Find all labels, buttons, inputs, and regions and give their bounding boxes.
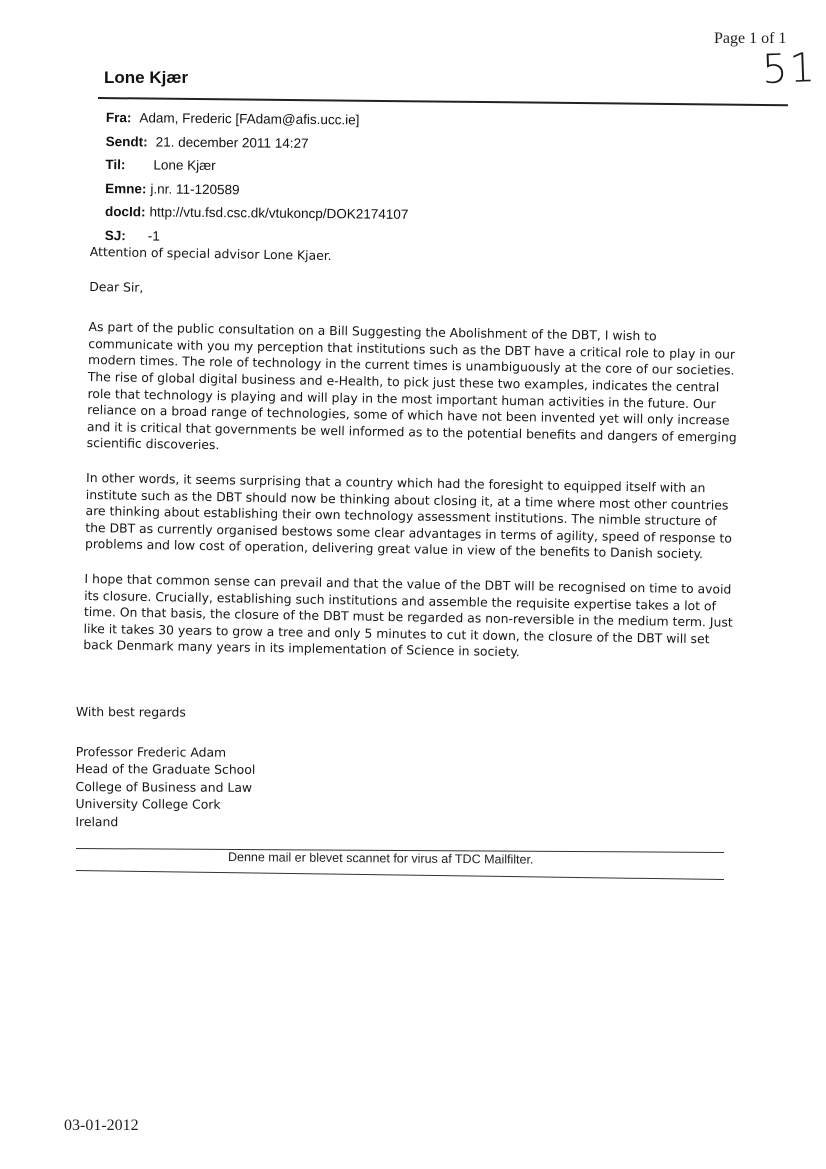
header-value: 21. december 2011 14:27 xyxy=(155,133,309,151)
header-value: j.nr. 11-120589 xyxy=(150,180,240,197)
body-paragraph: I hope that common sense can prevail and that the value of the DBT will be recognised on time to avoid its closure. Crucially, establishing such institutions and assemble the requisite expertise takes a lot of time. On that basis, the closure of the DBT must be regarded as non-reversible in the medium term. Just like it takes 30 years to grow a tree and only 5 minutes to cut it down, the closure of the DBT will set back Denmark many years in its implementation of Science in society. xyxy=(83,570,733,660)
header-value: -1 xyxy=(147,227,160,244)
header-label: Fra: xyxy=(105,109,132,126)
page-number: Page 1 of 1 xyxy=(714,30,787,47)
header-value: Lone Kjær xyxy=(153,157,216,174)
closing: With best regards xyxy=(75,704,186,720)
signature-line: College of Business and Law xyxy=(75,778,253,795)
scan-date: 03-01-2012 xyxy=(64,1117,139,1134)
attention-line: Attention of special advisor Lone Kjaer. xyxy=(89,244,332,264)
signature-block xyxy=(75,703,476,832)
signature-line: University College Cork xyxy=(75,795,221,812)
sender-name: Lone Kjær xyxy=(104,68,189,87)
virus-scan-notice: Denne mail er blevet scannet for virus af TDC Mailfilter. xyxy=(227,850,534,867)
header-label: docId: xyxy=(104,203,146,220)
header-divider xyxy=(98,97,788,106)
header-label: Til: xyxy=(105,156,126,173)
header-label: Emne: xyxy=(105,180,147,196)
body-paragraph: As part of the public consultation on a Bill Suggesting the Abolishment of the DBT, I wish to communicate with you my perception that institutions such as the DBT have a critical role to play in our modern times. The role of technology in the current times is unambiguously at the core of our societies. The rise of global digital business and e-Health, to pick just these two examples, indicates the central role that technology is playing and will play in the most important human activities in the future. Our reliance on a broad range of technologies, some of which have not been invented yet will only increase and it is critical that governments be well informed as to the potential benefits and dangers of emerging scientific discoveries. xyxy=(86,319,737,453)
signature-line: Professor Frederic Adam xyxy=(75,743,227,760)
body-paragraph: In other words, it seems surprising that a country which had the foresight to equipped itself with an institute such as the DBT should now be thinking about closing it, at a time where most other countries are thinking about establishing their own technology assessment institutions. The nimble structure of the DBT as currently organised bestows some clear advantages in terms of agility, speed of response to problems and low cost of operation, delivering great value in view of the benefits to Danish society. xyxy=(84,469,733,562)
greeting: Dear Sir, xyxy=(89,278,144,295)
header-value: Adam, Frederic [FAdam@afis.ucc.ie] xyxy=(139,110,360,128)
header-value: http://vtu.fsd.csc.dk/vtukoncp/DOK2174107 xyxy=(149,204,409,222)
footer-divider-bottom xyxy=(76,870,724,880)
email-headers xyxy=(105,106,786,254)
email-body xyxy=(83,244,745,683)
header-label: Sendt: xyxy=(105,133,148,149)
signature-line: Ireland xyxy=(75,813,119,829)
handwritten-page-number: 51 xyxy=(761,45,818,93)
header-label: SJ: xyxy=(104,227,126,243)
signature-line: Head of the Graduate School xyxy=(75,760,256,777)
